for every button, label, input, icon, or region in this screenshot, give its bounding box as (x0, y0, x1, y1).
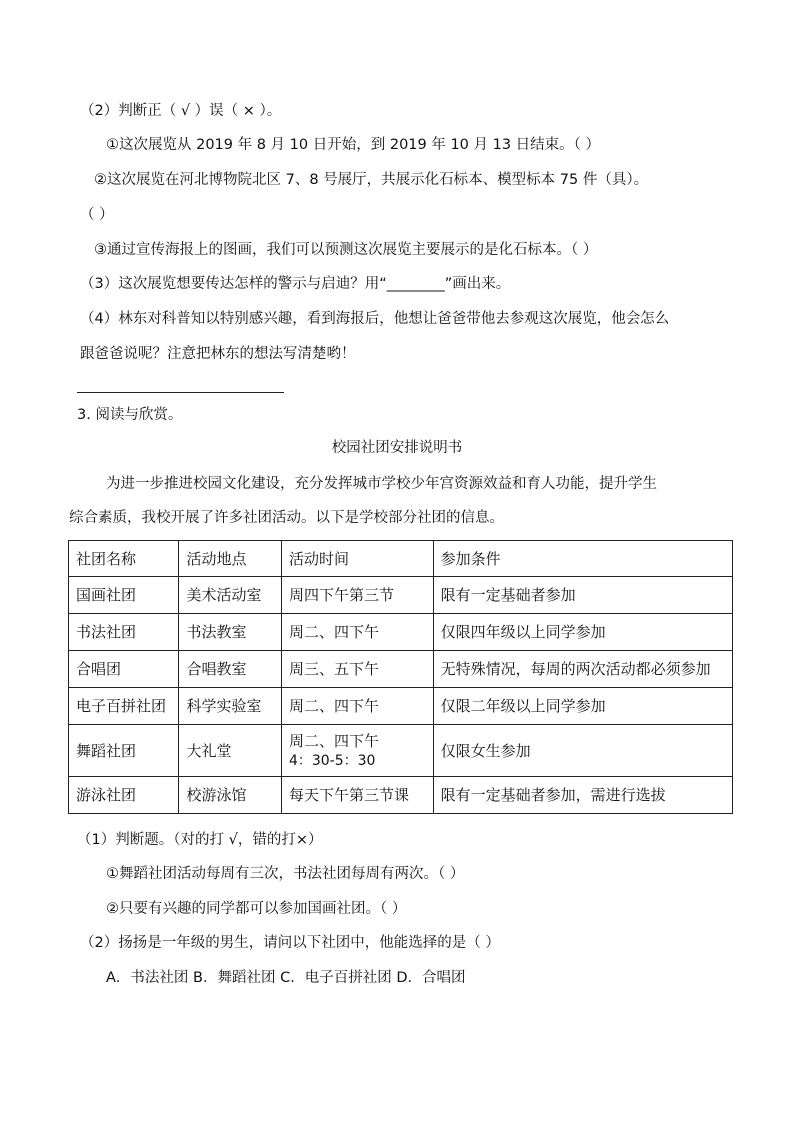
time-line1: 周二、四下午 (288, 731, 379, 750)
p1-title: （1）判断题。（对的打 √，错的打×） (77, 832, 323, 848)
table-cell: 周二、四下午 (281, 614, 433, 651)
p2-options: A．书法社团 B．舞蹈社团 C．电子百拼社团 D．合唱团 (106, 970, 466, 986)
table-cell: 周三、五下午 (281, 651, 433, 688)
table-row (69, 651, 733, 688)
table-row (69, 725, 733, 777)
table-cell: 合唱团 (69, 651, 179, 688)
p2-question: （2）扬扬是一年级的男生，请问以下社团中，他能选择的是（ ） (80, 935, 500, 951)
table-cell: 无特殊情况，每周的两次活动都必须参加 (433, 651, 732, 688)
table-cell: 校游泳馆 (179, 777, 281, 814)
table-cell: 限有一定基础者参加 (433, 577, 732, 614)
table-cell: 每天下午第三节课 (281, 777, 433, 814)
intro-line2: 综合素质，我校开展了许多社团活动。以下是学校部分社团的信息。 (69, 510, 504, 526)
q2-item-1: ①这次展览从 2019 年 8 月 10 日开始，到 2019 年 10 月 13 日结束。（ ） (106, 137, 601, 153)
table-cell: 周四下午第三节 (281, 577, 433, 614)
time-line2: 4：30-5：30 (288, 752, 376, 769)
table-cell: 书法教室 (179, 614, 281, 651)
table-cell: 电子百拼社团 (69, 688, 179, 725)
q2-item-2: ②这次展览在河北博物院北区 7、8 号展厅，共展示化石标本、模型标本 75 件（具）。 (94, 172, 649, 188)
header-cell: 活动地点 (179, 541, 281, 577)
doc-title: 校园社团安排说明书 (331, 440, 463, 456)
table-row (69, 614, 733, 651)
q2-judge-title: （2）判断正（ √ ）误（ × ）。 (80, 103, 282, 119)
q4-question-line2: 跟爸爸说呢？注意把林东的想法写清楚哟！ (80, 346, 356, 362)
q4-question-line1: （4）林东对科普知以特别感兴趣，看到海报后，他想让爸爸带他去参观这次展览，他会怎么 (80, 311, 670, 327)
table-cell: 合唱教室 (179, 651, 281, 688)
q2-item-3: ③通过宣传海报上的图画，我们可以预测这次展览主要展示的是化石标本。（ ） (94, 242, 598, 258)
table-cell: 美术活动室 (179, 577, 281, 614)
intro-line1: 为进一步推进校园文化建设，充分发挥城市学校少年宫资源效益和育人功能，提升学生 (106, 476, 657, 492)
table-row (69, 577, 733, 614)
table-cell (281, 725, 433, 777)
table-cell: 仅限女生参加 (433, 725, 732, 777)
clubs-table (68, 540, 733, 814)
table-cell: 科学实验室 (179, 688, 281, 725)
table-cell: 限有一定基础者参加，需进行选拔 (433, 777, 732, 814)
table-cell: 舞蹈社团 (69, 725, 179, 777)
table-cell: 书法社团 (69, 614, 179, 651)
table-cell: 国画社团 (69, 577, 179, 614)
table-cell: 仅限四年级以上同学参加 (433, 614, 732, 651)
table-cell: 周二、四下午 (281, 688, 433, 725)
q3-question: （3）这次展览想要传达怎样的警示与启迪？用“________”画出来。 (80, 276, 511, 292)
p1-item-2: ②只要有兴趣的同学都可以参加国画社团。（ ） (106, 901, 407, 917)
table-row (69, 777, 733, 814)
table-row (69, 688, 733, 725)
section-3-title: 3. 阅读与欣赏。 (77, 407, 183, 423)
header-cell: 参加条件 (433, 541, 732, 577)
answer-line (77, 392, 284, 393)
table-cell: 大礼堂 (179, 725, 281, 777)
header-cell: 社团名称 (69, 541, 179, 577)
table-cell: 游泳社团 (69, 777, 179, 814)
p1-item-1: ①舞蹈社团活动每周有三次，书法社团每周有两次。（ ） (106, 866, 465, 882)
table-header-row (69, 541, 733, 577)
table-cell: 仅限二年级以上同学参加 (433, 688, 732, 725)
q2-item-2-blank: （ ） (80, 207, 114, 223)
header-cell: 活动时间 (281, 541, 433, 577)
